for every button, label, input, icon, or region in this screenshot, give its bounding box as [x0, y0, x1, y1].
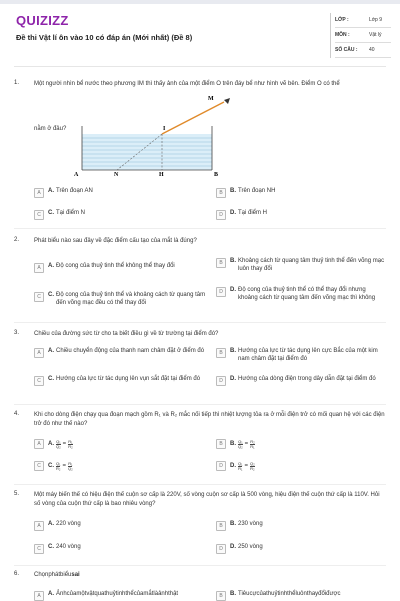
top-bar: [0, 0, 400, 4]
exam-meta: [330, 13, 391, 58]
label-m: M: [208, 96, 214, 102]
option-letter: B.: [230, 441, 236, 447]
option-badge: B: [216, 258, 226, 268]
question-number: 6.: [14, 571, 20, 577]
question-text: Chiều của đường sức từ cho ta biết điều gì về từ trường tại điểm đó?: [34, 331, 219, 337]
equals-sign: =: [244, 463, 248, 469]
option-badge: A: [34, 521, 44, 531]
label-b: B: [214, 172, 219, 178]
option-d[interactable]: [216, 544, 263, 554]
question-text: Một máy biến thế có hiệu điện thế cuộn sơ cấp là 220V, số vòng cuộn sơ cấp là 500 vòng, hiệu điện thế cuộn thứ cấp là 110V. Hỏi số vòng của cuộn thứ cấp là bao nhiêu vòng?: [34, 492, 380, 507]
question-number: 4.: [14, 411, 20, 417]
option-c[interactable]: [34, 292, 206, 307]
question-text: Một người nhìn bể nước theo phương IM thì thấy ảnh của một điểm O trên đáy bể như hình vẽ bên. Điểm O có thể: [34, 81, 340, 87]
ray-im: [162, 102, 224, 134]
option-letter: D.: [230, 544, 236, 550]
numerator: R₁: [68, 438, 73, 444]
option-d[interactable]: [216, 287, 386, 302]
question-divider: [14, 484, 386, 485]
option-badge: A: [34, 263, 44, 273]
option-letter: B.: [230, 591, 236, 597]
numerator: R₂: [250, 438, 255, 444]
question-number: 3.: [14, 330, 20, 336]
header-divider: [14, 66, 386, 67]
option-letter: B.: [230, 521, 236, 527]
option-badge: D: [216, 210, 226, 220]
option-text: 230 vòng: [238, 521, 263, 527]
denominator: R₁: [250, 443, 255, 449]
equals-sign: =: [244, 441, 249, 447]
option-badge: B: [216, 439, 226, 449]
option-letter: D.: [230, 376, 236, 382]
question-text-plain: Chọnphátbiểu: [34, 572, 72, 578]
option-badge: B: [216, 521, 226, 531]
denominator: R₁: [238, 465, 243, 471]
option-a[interactable]: [34, 521, 81, 531]
numerator: Q₂: [249, 460, 255, 466]
option-letter: D.: [230, 463, 236, 469]
question-number: 5.: [14, 491, 20, 497]
option-letter: B.: [230, 348, 236, 354]
option-badge: C: [34, 461, 44, 471]
option-badge: C: [34, 210, 44, 220]
meta-key: LỚP :: [335, 17, 349, 23]
fraction-rhs: [250, 462, 255, 471]
option-b[interactable]: [216, 188, 275, 198]
fraction-lhs: [56, 462, 60, 471]
option-text: Độ cong của thuỷ tinh thể và khoảng cách từ quang tâm đến võng mạc đều có thể thay đổi: [56, 292, 206, 306]
page-title: Đề thi Vật lí ôn vào 10 có đáp án (Mới nhất) (Đề 8): [16, 33, 193, 42]
eye-icon: [224, 98, 230, 104]
equals-sign: =: [62, 463, 66, 469]
option-c[interactable]: [34, 544, 81, 554]
option-a[interactable]: [34, 348, 206, 358]
denominator: Q₂: [67, 465, 73, 471]
question-4: [14, 411, 386, 483]
denominator: R₂: [250, 465, 255, 471]
denominator: R₂: [56, 465, 61, 471]
label-a: A: [74, 172, 79, 178]
option-text: Độ cong của thuỷ tinh thể không thể thay đổi: [56, 263, 175, 269]
question-text-continuation: nằm ở đâu?: [34, 126, 67, 132]
option-text: Hướng của dòng điện trong dây dẫn đặt tại điểm đó: [238, 376, 376, 382]
option-letter: A.: [48, 188, 54, 194]
option-badge: D: [216, 376, 226, 386]
option-text: Trên đoạn NH: [238, 188, 276, 194]
question-6: [14, 571, 386, 600]
option-letter: C.: [48, 292, 54, 298]
fraction-lhs: [238, 462, 242, 471]
option-c[interactable]: [34, 210, 85, 220]
option-d[interactable]: [216, 210, 267, 220]
meta-row-subject: [335, 28, 391, 43]
label-i: I: [163, 126, 166, 132]
numerator: Q₁: [56, 460, 61, 466]
question-1: [14, 80, 386, 220]
question-divider: [14, 322, 386, 323]
option-letter: C.: [48, 376, 54, 382]
option-badge: A: [34, 348, 44, 358]
option-b[interactable]: [216, 258, 386, 273]
question-text-bold: sai: [71, 572, 80, 578]
option-letter: A.: [48, 521, 54, 527]
option-text: 220 vòng: [56, 521, 81, 527]
option-badge: A: [34, 439, 44, 449]
option-letter: D.: [230, 210, 236, 216]
label-h: H: [159, 172, 164, 178]
option-text: Ảnhcủamộtvậtquathuỷtinhthểcủamắtlàảnhthật: [56, 591, 179, 597]
option-badge: C: [34, 376, 44, 386]
option-letter: C.: [48, 544, 54, 550]
option-badge: C: [34, 292, 44, 302]
option-text: Chiều chuyển động của thanh nam châm đặt ở điểm đó: [56, 348, 205, 354]
fraction-rhs: [68, 440, 72, 449]
option-letter: D.: [230, 287, 236, 293]
meta-key: SỐ CÂU :: [335, 47, 358, 53]
label-n: N: [114, 172, 119, 178]
option-letter: C.: [48, 463, 54, 469]
denominator: R₂: [68, 443, 73, 449]
option-badge: D: [216, 461, 226, 471]
option-d[interactable]: [216, 461, 255, 471]
meta-value: Lớp 9: [369, 17, 383, 23]
fraction-rhs: [250, 440, 254, 449]
numerator: Q₁: [238, 438, 243, 444]
option-b[interactable]: [216, 521, 263, 531]
option-badge: B: [216, 188, 226, 198]
option-text: Trên đoạn AN: [56, 188, 93, 194]
fraction-lhs: [238, 440, 243, 449]
option-badge: A: [34, 591, 44, 601]
option-text: Độ cong của thuỷ tinh thể có thể thay đổi nhưng khoảng cách từ quang tâm đến võng mạc thì không: [238, 287, 376, 301]
option-text: 240 vòng: [56, 544, 81, 550]
question-text: [34, 571, 386, 580]
question-3: [14, 330, 386, 400]
numerator: Q₁: [56, 438, 61, 444]
option-a[interactable]: [34, 263, 206, 273]
water-region: [82, 134, 212, 170]
meta-value: Vật lý: [369, 32, 382, 38]
option-letter: A.: [48, 591, 54, 597]
denominator: Q₂: [238, 443, 243, 449]
water-tank-figure: [64, 94, 254, 178]
option-text: Tại điểm H: [238, 210, 268, 216]
option-letter: A.: [48, 441, 54, 447]
option-badge: D: [216, 544, 226, 554]
option-b[interactable]: [216, 439, 255, 449]
question-divider: [14, 565, 386, 566]
numerator: R₁: [68, 460, 73, 466]
option-letter: B.: [230, 258, 236, 264]
option-d[interactable]: [216, 376, 386, 386]
option-letter: A.: [48, 348, 54, 354]
question-text: Khi cho dòng điện chạy qua đoạn mạch gồm R₁ và R₂ mắc nối tiếp thì nhiệt lượng tỏa ra ở mỗi điện trở có mối quan hệ với các điện trở đó như thế nào?: [34, 412, 385, 427]
option-text: Khoảng cách từ quang tâm thuỷ tinh thể đến võng mạc luôn thay đổi: [238, 258, 385, 272]
question-text: Phát biểu nào sau đây về đặc điểm cấu tạo của mắt là đúng?: [34, 238, 197, 244]
option-c[interactable]: [34, 461, 73, 471]
option-text: Tiêucựcủathuỷtinhthểluônthayđổiđược: [238, 591, 341, 597]
option-a[interactable]: [34, 439, 73, 449]
quizizz-logo: QUIZIZZ: [16, 13, 69, 28]
question-2: [14, 237, 386, 317]
meta-row-class: [335, 13, 391, 28]
meta-row-count: [335, 43, 391, 58]
question-number: 2.: [14, 237, 20, 243]
option-badge: D: [216, 287, 226, 297]
option-text: Hướng của lực từ tác dụng lên vụn sắt đặt tại điểm đó: [56, 376, 201, 382]
fraction-lhs: [56, 440, 61, 449]
option-a[interactable]: [34, 188, 93, 198]
option-text: 250 vòng: [238, 544, 263, 550]
equals-sign: =: [62, 441, 67, 447]
option-badge: A: [34, 188, 44, 198]
option-badge: C: [34, 544, 44, 554]
option-text: Tại điểm N: [56, 210, 86, 216]
option-letter: C.: [48, 210, 54, 216]
option-letter: A.: [48, 263, 54, 269]
option-text: Hướng của lực từ tác dụng lên cực Bắc của một kim nam châm đặt tại điểm đó: [238, 348, 378, 362]
option-c[interactable]: [34, 376, 206, 386]
numerator: Q₁: [238, 460, 243, 466]
fraction-rhs: [68, 462, 73, 471]
option-letter: B.: [230, 188, 236, 194]
question-divider: [14, 228, 386, 229]
option-badge: B: [216, 348, 226, 358]
denominator: Q₂: [56, 443, 61, 449]
option-b[interactable]: [216, 348, 386, 363]
question-5: [14, 491, 386, 559]
question-number: 1.: [14, 80, 20, 86]
meta-key: MÔN :: [335, 32, 350, 38]
option-badge: B: [216, 591, 226, 601]
meta-value: 40: [369, 47, 375, 53]
question-divider: [14, 404, 386, 405]
